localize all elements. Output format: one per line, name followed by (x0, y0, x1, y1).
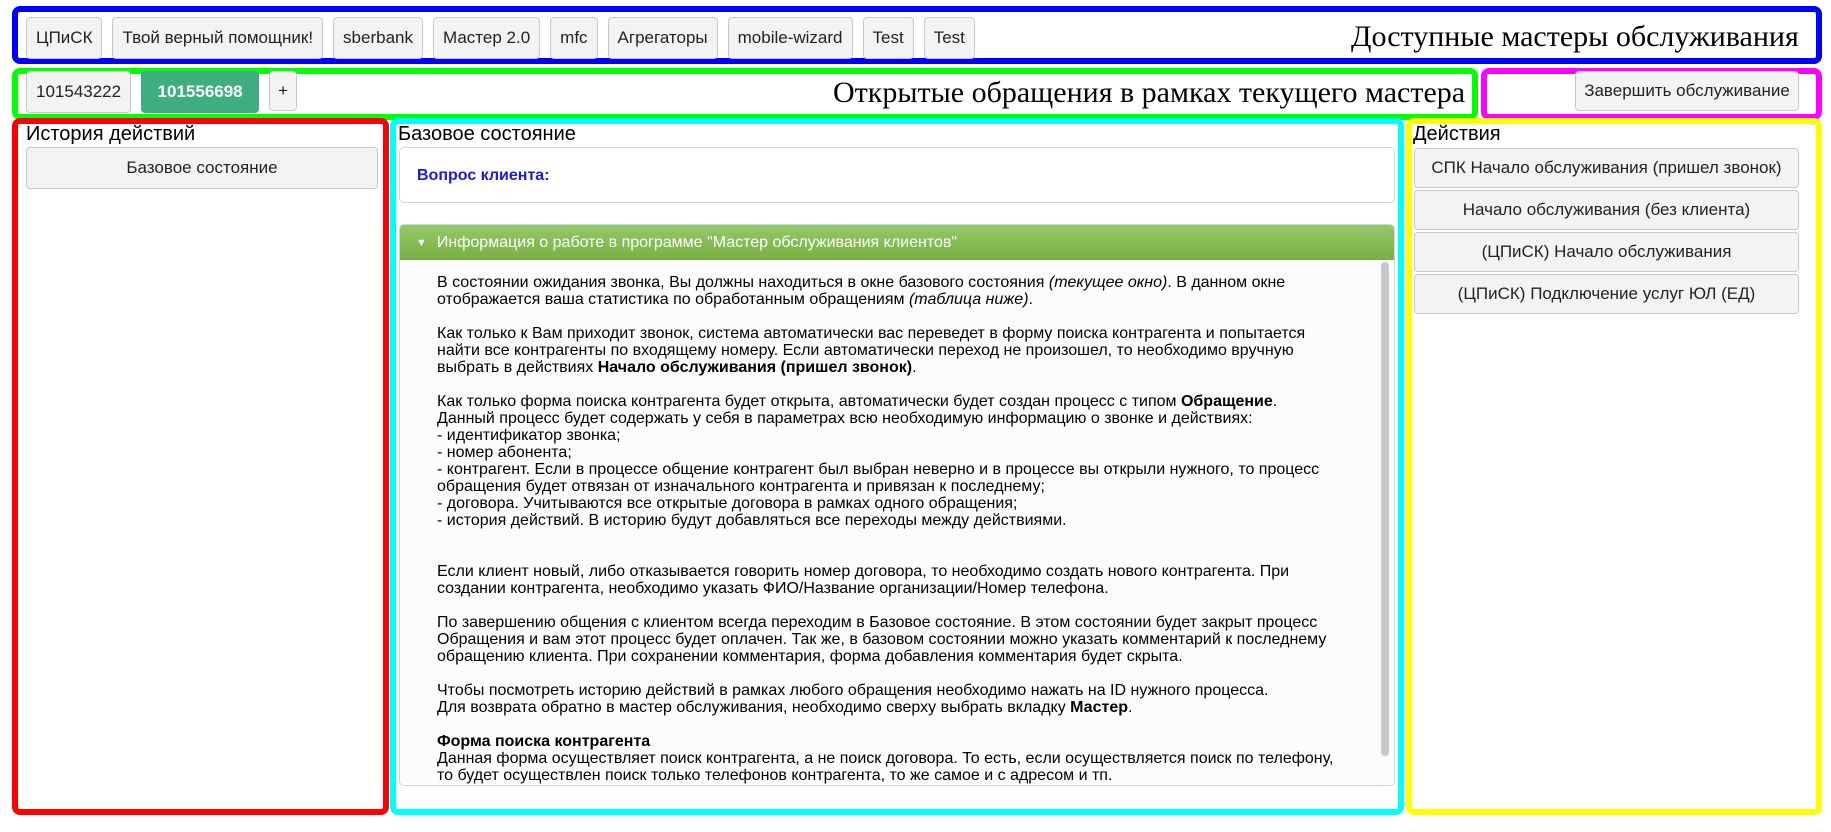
history-title: История действий (26, 123, 196, 145)
master-button-sberbank[interactable]: sberbank (333, 17, 423, 59)
info-paragraph: По завершению общения с клиентом всегда переходим в Базовое состояние. В этом состоянии будет закрыт процесс Обращения и вам этот процесс будет оплачен. Так же, в базовом состоянии можно указать комментарий к последнему обращению клиента. При сохранении комментария, форма добавления комментария будет скрыта. (437, 614, 1327, 665)
info-scrollbar[interactable] (1381, 262, 1389, 756)
action-button-cpisk-start[interactable]: (ЦПиСК) Начало обслуживания (1414, 232, 1799, 272)
action-button-cpisk-connect-services[interactable]: (ЦПиСК) Подключение услуг ЮЛ (ЕД) (1414, 274, 1799, 314)
master-button-mobile-wizard[interactable]: mobile-wizard (728, 17, 853, 59)
masters-bar (26, 17, 975, 59)
info-paragraph: Форма поиска контрагента Данная форма осуществляет поиск контрагента, а не поиск договора. То есть, если осуществляется поиск по телефону, то будет осуществлен поиск только телефонов контрагента, то же самое и с адресом и тп. (437, 733, 1334, 784)
request-tabs (26, 71, 297, 113)
info-paragraph: Если клиент новый, либо отказывается говорить номер договора, то необходимо создать нового контрагента. При создании контрагента, необходимо указать ФИО/Название организации/Номер телефона. (437, 563, 1290, 597)
history-region-outline (12, 118, 389, 815)
master-button-aggregators[interactable]: Агрегаторы (608, 17, 718, 59)
master-button-helper[interactable]: Твой верный помощник! (112, 17, 323, 59)
client-question-label: Вопрос клиента: (417, 167, 550, 184)
info-paragraph: В состоянии ожидания звонка, Вы должны находиться в окне базового состояния (текущее окно). В данном окне отображается ваша статистика по обработанным обращениям (таблица ниже). (437, 274, 1286, 308)
tabs-region-label: Открытые обращения в рамках текущего мастера (833, 76, 1466, 109)
masters-region-label: Доступные мастеры обслуживания (1351, 20, 1799, 53)
client-question-box (399, 147, 1395, 203)
info-paragraph: Чтобы посмотреть историю действий в рамках любого обращения необходимо нажать на ID нужного процесса. Для возврата обратно в мастер обслуживания, необходимо сверху выбрать вкладку Мастер. (437, 682, 1269, 716)
master-button-test-1[interactable]: Test (863, 17, 914, 59)
master-button-master-2[interactable]: Мастер 2.0 (433, 17, 540, 59)
request-tab-101543222[interactable]: 101543222 (26, 71, 131, 113)
finish-service-button[interactable]: Завершить обслуживание (1575, 71, 1799, 111)
action-button-start-no-client[interactable]: Начало обслуживания (без клиента) (1414, 190, 1799, 230)
actions-title: Действия (1413, 123, 1501, 145)
info-accordion-title: Информация о работе в программе "Мастер обслуживания клиентов" (436, 233, 958, 251)
info-accordion-header[interactable] (400, 225, 1394, 260)
page-title: Базовое состояние (398, 123, 576, 145)
info-accordion (399, 224, 1395, 786)
add-request-tab-button[interactable]: + (269, 71, 297, 111)
request-tab-101556698[interactable]: 101556698 (141, 71, 259, 113)
info-paragraph: Как только к Вам приходит звонок, система автоматически вас переведет в форму поиска контрагента и попытается найти все контрагенты по входящему номеру. Если автоматически переход не произошел, то необходимо вручную выбрать в действиях Начало обслуживания (пришел звонок). (437, 325, 1306, 376)
info-text (437, 274, 1347, 785)
master-button-cpisk[interactable]: ЦПиСК (26, 17, 102, 59)
info-paragraph: Как только форма поиска контрагента будет открыта, автоматически будет создан процесс с типом Обращение. Данный процесс будет содержать у себя в параметрах всю необходимую информацию о звонке и действиях: - идентификатор звонка; - номер абонента; - контрагент. Если в процессе общение контрагент был выбран неверно и в процессе вы открыли нужного, то процесс обращения будет отвязан от изначального контрагента и привязан к последнему; - договора. Учитываются все открытые договора в рамках одного обращения; - история действий. В историю будут добавляться все переходы между действиями. (437, 393, 1320, 529)
info-accordion-body (400, 260, 1394, 785)
triangle-down-icon: ▼ (416, 236, 427, 249)
history-item[interactable]: Базовое состояние (26, 147, 378, 189)
master-button-mfc[interactable]: mfc (550, 17, 597, 59)
master-button-test-2[interactable]: Test (924, 17, 975, 59)
action-button-spk-start[interactable]: СПК Начало обслуживания (пришел звонок) (1414, 148, 1799, 188)
